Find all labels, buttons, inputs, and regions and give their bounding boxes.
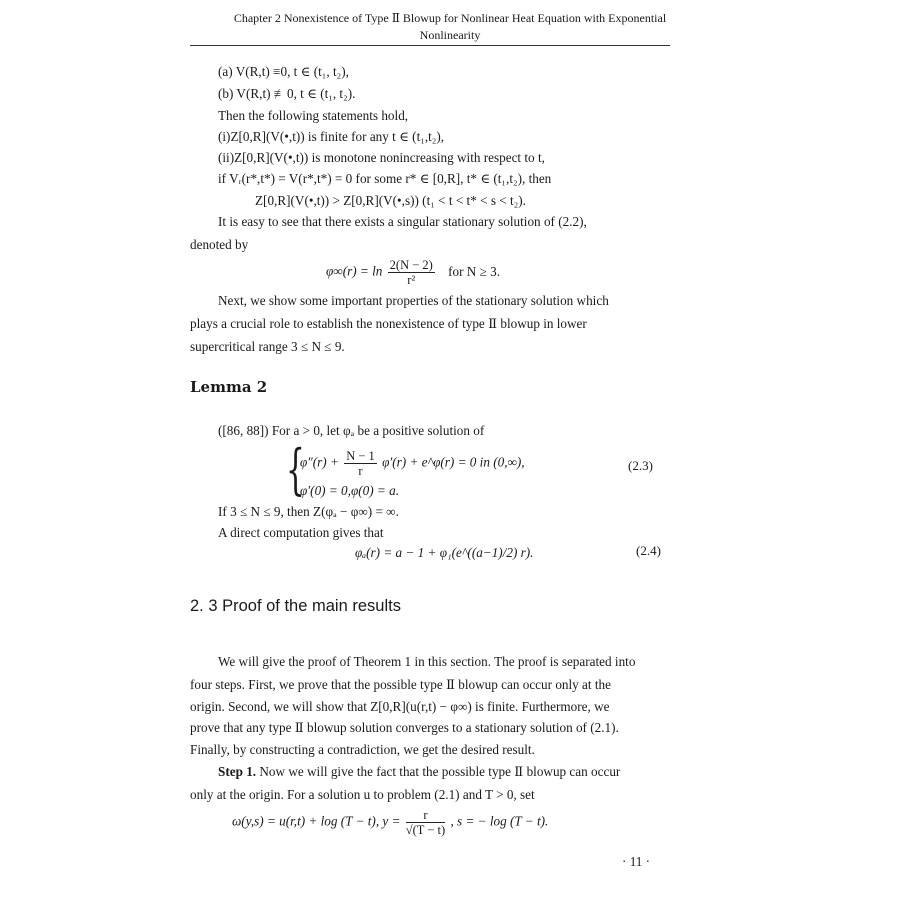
page-number: · 11 · (622, 854, 651, 869)
proof-line4: prove that any type Ⅱ blowup solution converges to a stationary solution of (2.1). (190, 720, 619, 735)
equation-phi-infinity (326, 258, 500, 287)
step1-text: Now we will give the fact that the possible type Ⅱ blowup can occur (259, 764, 621, 779)
condition-b: (b) V(R,t) ≢0, t ∈ (t₁, t₂). (218, 86, 356, 101)
equation-number-2-3: (2.3) (628, 458, 653, 473)
para1-line1: It is easy to see that there exists a singular stationary solution of (2.2), (218, 214, 587, 229)
statement-i: (i)Z[0,R](V(•,t)) is finite for any t ∈ (t₁,t₂), (218, 129, 445, 144)
para2-line3: supercritical range 3 ≤ N ≤ 9. (190, 339, 345, 354)
eq-phi-inf-fraction (388, 258, 435, 287)
proof-line1: We will give the proof of Theorem 1 in this section. The proof is separated into (218, 654, 636, 669)
para2-line1: Next, we show some important properties of the stationary solution which (218, 293, 609, 308)
lemma-title: Lemma 2 (190, 378, 268, 396)
lemma-eq1-fraction (344, 449, 377, 478)
lemma-eq1-den: r (358, 464, 363, 478)
eq-phi-inf-rhs: for N ≥ 3. (448, 263, 501, 279)
lemma-eq1 (300, 449, 525, 478)
eq-set-lhs: ω(y,s) = u(r,t) + log (T − t), y = (232, 813, 401, 829)
condition-a: (a) V(R,t) ≡0, t ∈ (t₁, t₂), (218, 64, 349, 79)
lemma-eq2: φ′(0) = 0,φ(0) = a. (300, 483, 399, 498)
step1-label: Step 1. (218, 764, 257, 779)
lemma-direct-computation: A direct computation gives that (218, 525, 384, 540)
statement-ii: (ii)Z[0,R](V(•,t)) is monotone nonincreasing with respect to t, (218, 150, 545, 165)
eq-set-den: √(T − t) (405, 823, 446, 837)
lemma-intro: ([86, 88]) For a > 0, let φₐ be a positive solution of (218, 423, 485, 438)
statement-iv: Z[0,R](V(•,t)) > Z[0,R](V(•,s)) (t₁ < t < t* < s < t₂). (255, 193, 526, 208)
header-rule (190, 45, 670, 46)
lemma-eq1-a: φ″(r) + (300, 454, 339, 470)
section-heading: 2. 3 Proof of the main results (190, 597, 401, 615)
lemma-conclusion: If 3 ≤ N ≤ 9, then Z(φₐ − φ∞) = ∞. (218, 504, 399, 519)
system-brace: { (286, 438, 305, 501)
eq-set-rhs: , s = − log (T − t). (450, 813, 549, 829)
running-header-line1: Chapter 2 Nonexistence of Type Ⅱ Blowup for Nonlinear Heat Equation with Exponential (233, 11, 667, 25)
para2-line2: plays a crucial role to establish the nonexistence of type Ⅱ blowup in lower (190, 316, 587, 331)
step1-line2: only at the origin. For a solution u to problem (2.1) and T > 0, set (190, 787, 535, 802)
running-header-line2: Nonlinearity (419, 28, 481, 42)
equation-number-2-4: (2.4) (636, 543, 661, 558)
para1-line2: denoted by (190, 237, 249, 252)
eq-set-fraction (406, 808, 445, 837)
proof-line2: four steps. First, we prove that the possible type Ⅱ blowup can occur only at the (190, 677, 611, 692)
step1-line1 (218, 762, 620, 781)
proof-line3: origin. Second, we will show that Z[0,R](u(r,t) − φ∞) is finite. Furthermore, we (190, 699, 610, 714)
eq-phi-inf-num: 2(N − 2) (389, 258, 433, 272)
statement-iii: if Vᵣ(r*,t*) = V(r*,t*) = 0 for some r* ∈ [0,R], t* ∈ (t₁,t₂), then (218, 171, 552, 186)
lemma-eq1-num: N − 1 (346, 449, 375, 463)
proof-line5: Finally, by constructing a contradiction, we get the desired result. (190, 742, 535, 757)
eq-phi-inf-den: r² (407, 273, 416, 287)
statements-intro: Then the following statements hold, (218, 108, 409, 123)
lemma-eq1-b: φ′(r) + e^φ(r) = 0 in (0,∞), (382, 454, 525, 470)
equation-set (232, 808, 548, 837)
equation-2-4: φₐ(r) = a − 1 + φ₁(e^((a−1)/2) r). (355, 545, 534, 560)
eq-set-num: r (406, 808, 445, 823)
eq-phi-inf-lhs: φ∞(r) = ln (326, 263, 383, 279)
